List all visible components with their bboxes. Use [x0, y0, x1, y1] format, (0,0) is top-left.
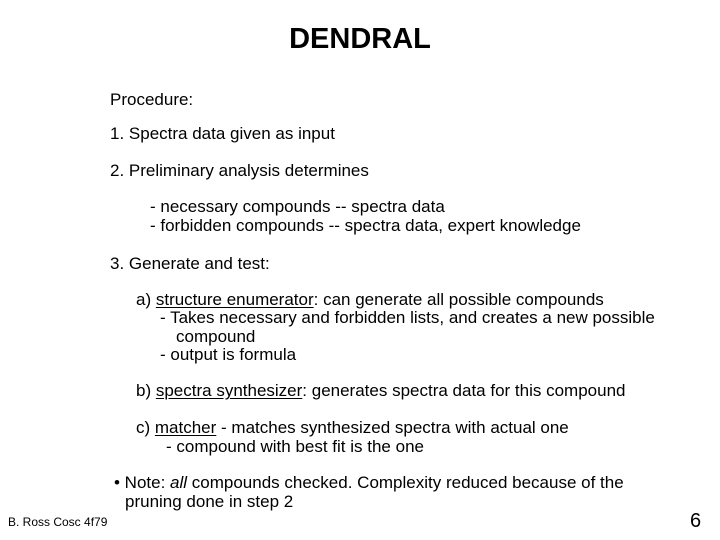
- item-b-prefix: b): [136, 381, 156, 400]
- item-a-term: structure enumerator: [155, 290, 314, 309]
- item-a-sub-takes: - Takes necessary and forbidden lists, and creates a new possible: [160, 308, 655, 327]
- item-c-text: - matches synthesized spectra with actual one: [216, 418, 569, 437]
- item-b-term: spectra synthesizer: [155, 381, 303, 400]
- procedure-label: Procedure:: [110, 90, 194, 109]
- step-1: 1. Spectra data given as input: [110, 124, 335, 143]
- note-text: compounds checked. Complexity reduced because of the: [187, 473, 624, 492]
- item-a: [136, 290, 604, 310]
- note-emphasis: all: [170, 473, 188, 492]
- note-continuation: pruning done in step 2: [125, 492, 294, 511]
- item-b-text: : generates spectra data for this compound: [302, 381, 626, 400]
- item-c-sub: - compound with best fit is the one: [166, 437, 424, 456]
- item-c: [136, 418, 569, 438]
- step-2-bullet-necessary: - necessary compounds -- spectra data: [150, 197, 445, 216]
- page-number: 6: [690, 510, 702, 532]
- note-prefix: Note:: [119, 473, 171, 492]
- item-a-sub-takes-cont: compound: [176, 327, 256, 346]
- item-a-prefix: a): [136, 290, 156, 309]
- note: [114, 473, 624, 493]
- step-2-bullet-forbidden: - forbidden compounds -- spectra data, expert knowledge: [150, 216, 581, 235]
- item-a-text: : can generate all possible compounds: [313, 290, 604, 309]
- item-b: [136, 381, 626, 401]
- note-bullet: •: [114, 473, 120, 492]
- step-3: 3. Generate and test:: [110, 254, 270, 273]
- slide-title: DENDRAL: [289, 23, 431, 55]
- step-2: 2. Preliminary analysis determines: [110, 161, 369, 180]
- item-c-prefix: c): [136, 418, 155, 437]
- footer-author-course: B. Ross Cosc 4f79: [8, 515, 108, 529]
- item-a-sub-output: - output is formula: [160, 345, 297, 364]
- item-c-term: matcher: [154, 418, 217, 437]
